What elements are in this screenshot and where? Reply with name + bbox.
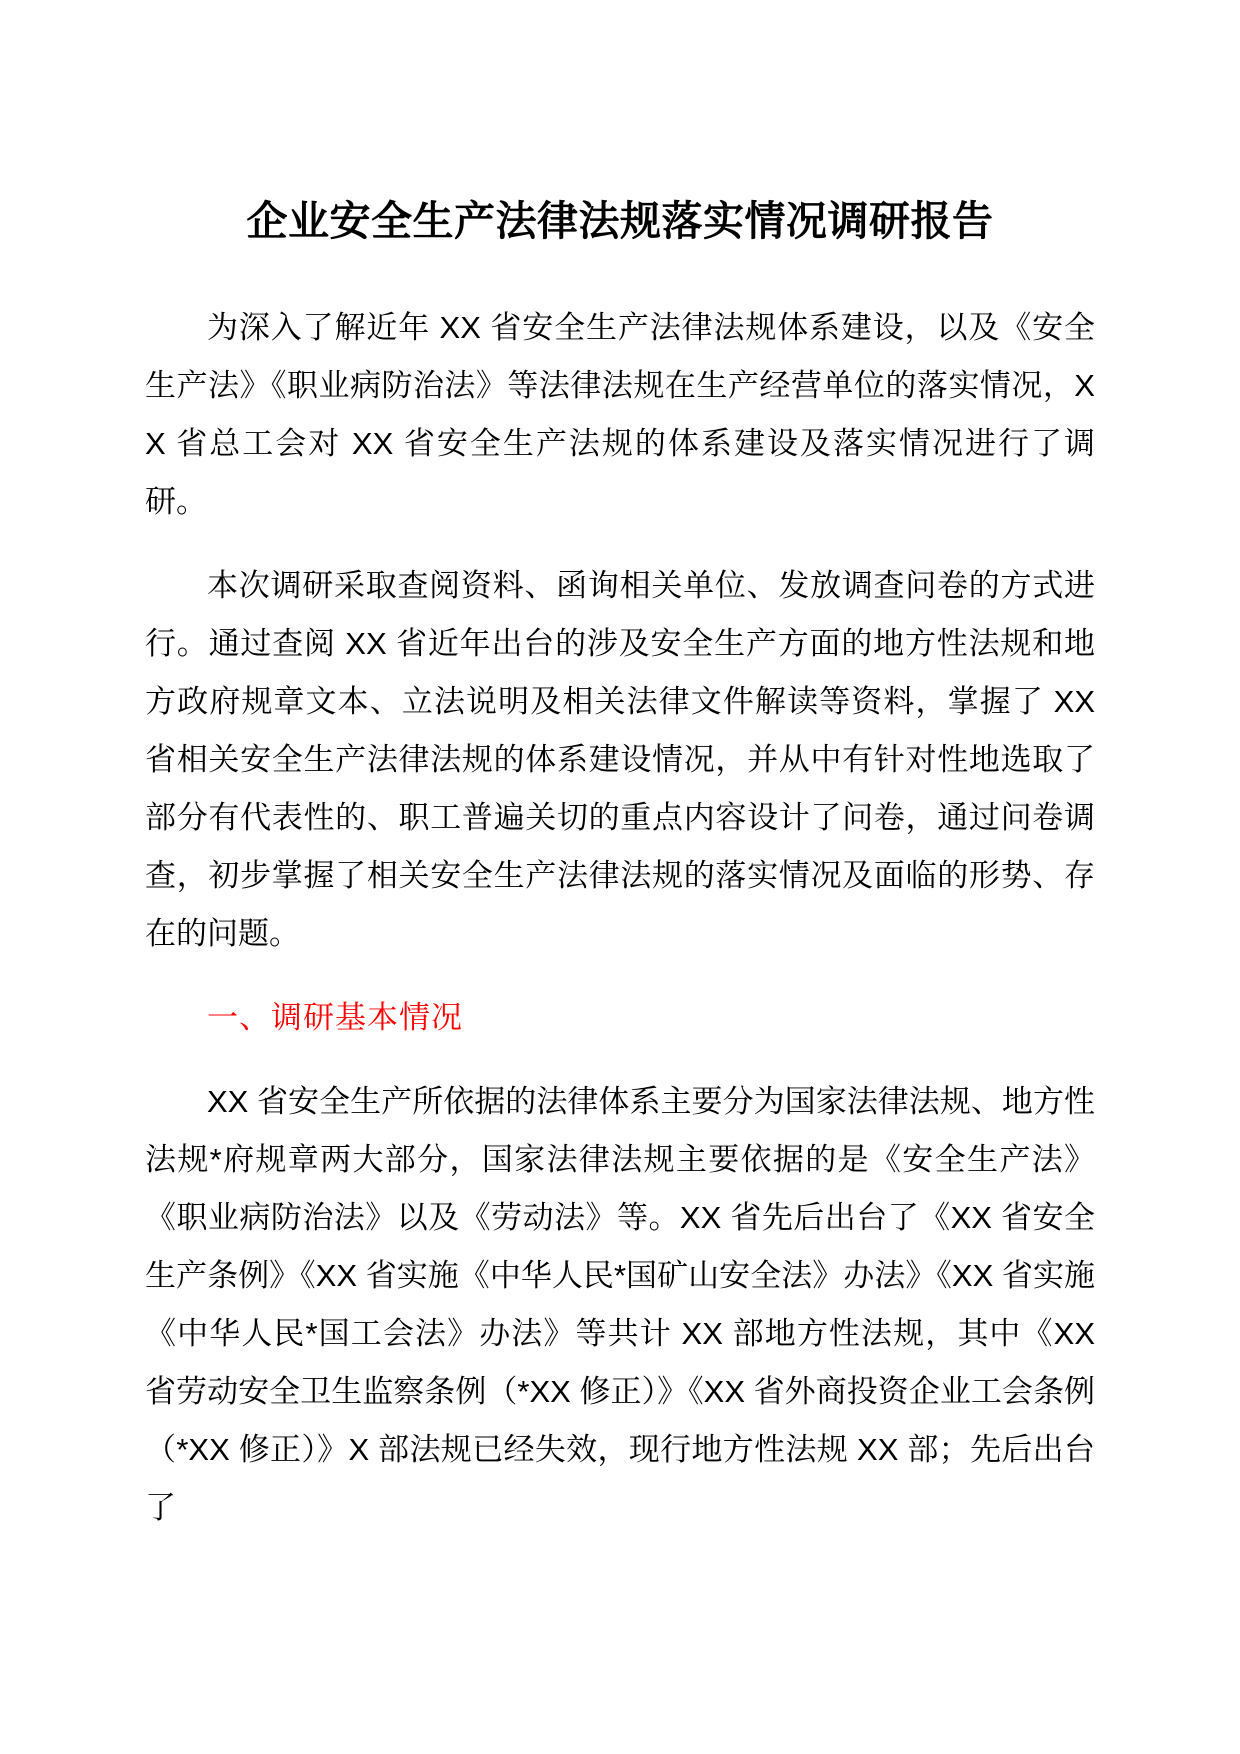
page-title: 企业安全生产法律法规落实情况调研报告 (246, 198, 994, 244)
section-heading-one: 一、调研基本情况 (207, 1000, 463, 1036)
paragraph-legal-system-overview: XX 省安全生产所依据的法律体系主要分为国家法律法规、地方性法规*府规章两大部分，国家法律法规主要依据的是《安全生产法》《职业病防治法》以及《劳动法》等。XX 省先后出台了《XX 省安全生产条例》《XX 省实施《中华人民*国矿山安全法》办法》《XX 省实施《中华人民*国工会法》办法》等共计 XX 部地方性法规，其中《XX 省劳动安全卫生监察条例（*XX 修正）》《XX 省外商投资企业工会条例（*XX 修正）》X 部法规已经失效，现行地方性法规 XX 部；先后出台了 (145, 1084, 1095, 1526)
paragraph-intro-purpose: 为深入了解近年 XX 省安全生产法律法规体系建设，以及《安全生产法》《职业病防治法》等法律法规在生产经营单位的落实情况，XX 省总工会对 XX 省安全生产法规的体系建设及落实情况进行了调研。 (145, 310, 1095, 520)
document-content (145, 0, 1095, 1537)
paragraph-methodology: 本次调研采取查阅资料、函询相关单位、发放调查问卷的方式进行。通过查阅 XX 省近年出台的涉及安全生产方面的地方性法规和地方政府规章文本、立法说明及相关法律文件解读等资料，掌握了 XX 省相关安全生产法律法规的体系建设情况，并从中有针对性地选取了部分有代表性的、职工普遍关切的重点内容设计了问卷，通过问卷调查，初步掌握了相关安全生产法律法规的落实情况及面临的形势、存在的问题。 (145, 568, 1095, 952)
